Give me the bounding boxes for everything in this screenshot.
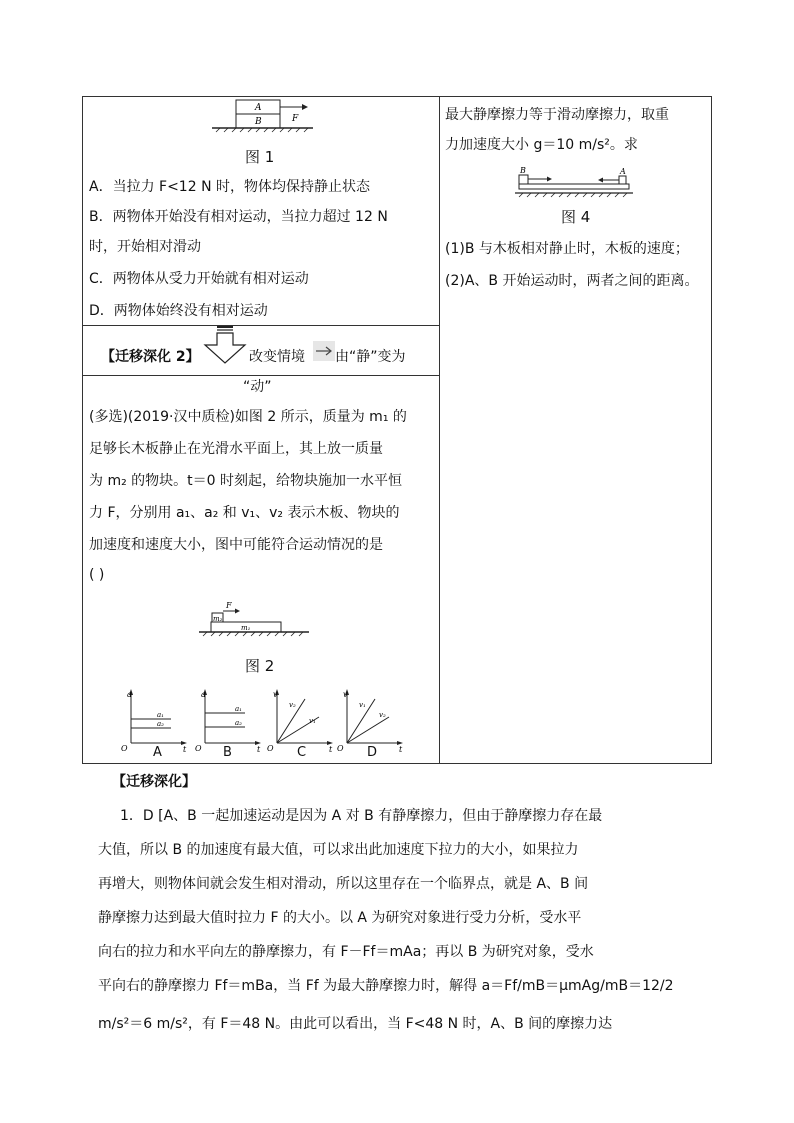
answer-line-2: 大值，所以 B 的加速度有最大值，可以求出此加速度下拉力的大小，如果拉力 — [98, 842, 579, 858]
option-d: D．两物体始终没有相对运动 — [89, 303, 268, 319]
figure-2 — [195, 597, 315, 637]
option-b-cont: 时，开始相对滑动 — [89, 239, 201, 255]
graph-d-option: D — [367, 745, 378, 760]
graph-b-y: a — [201, 690, 206, 699]
answer-line-5: 向右的拉力和水平向左的静摩擦力，有 F－Ff＝mAa；再以 B 为研究对象，受水 — [98, 944, 594, 960]
fig2-label-f: F — [226, 601, 232, 610]
banner-tag: 【迁移深化 2】 — [101, 349, 200, 365]
banner-mid: 改变情境 — [249, 349, 305, 365]
graph-a-y: a — [127, 690, 132, 699]
graph-a-x: t — [183, 745, 187, 753]
right-text-2: 力加速度大小 g＝10 m/s²。求 — [445, 137, 638, 153]
answer-line-6: 平向右的静摩擦力 Ff＝mBa，当 Ff 为最大静摩擦力时，解得 a＝Ff/mB＝μmAg/mB＝12/2 — [98, 978, 674, 994]
column-divider — [439, 97, 440, 763]
fig1-label-a: A — [255, 103, 262, 113]
fig4-caption: 图 4 — [561, 208, 591, 226]
graph-c-x: t — [329, 745, 333, 753]
graph-d-l1: v₁ — [359, 701, 366, 709]
question-line-6: ( ) — [89, 567, 105, 583]
question-line-1: (多选)(2019·汉中质检)如图 2 所示，质量为 m₁ 的 — [89, 409, 407, 425]
graph-d-x: t — [399, 745, 403, 753]
question-line-4: 力 F，分别用 a₁、a₂ 和 v₁、v₂ 表示木板、物块的 — [89, 505, 400, 521]
graph-b-l2: a₂ — [235, 719, 242, 727]
right-q-1: (1)B 与木板相对静止时，木板的速度； — [445, 241, 689, 257]
answer-heading: 【迁移深化】 — [112, 774, 196, 790]
row-divider-2 — [83, 375, 439, 376]
graph-a-option: A — [153, 745, 162, 760]
graph-d-origin: O — [337, 744, 344, 753]
answer-line-1: 1．D [A、B 一起加速运动是因为 A 对 B 有静摩擦力，但由于静摩擦力存在最 — [120, 808, 603, 824]
right-arrow-icon — [313, 341, 335, 361]
answer-line-7: m/s²＝6 m/s²，有 F＝48 N。由此可以看出，当 F<48 N 时，A、B 间的摩擦力达 — [98, 1016, 613, 1032]
fig4-label-b: B — [520, 166, 526, 175]
answer-line-3: 再增大，则物体间就会发生相对滑动，所以这里存在一个临界点，就是 A、B 间 — [98, 876, 589, 892]
graph-c-l1: v₂ — [289, 701, 296, 709]
fig1-label-f: F — [292, 114, 299, 124]
question-line-2: 足够长木板静止在光滑水平面上，其上放一质量 — [89, 441, 383, 457]
down-arrow-icon — [201, 325, 249, 365]
figure-1 — [208, 99, 318, 133]
fig2-label-m2: m₂ — [213, 615, 223, 623]
graph-a-l1: a₁ — [157, 711, 164, 719]
fig1-caption: 图 1 — [245, 148, 275, 166]
option-b: B．两物体开始没有相对运动，当拉力超过 12 N — [89, 209, 388, 225]
question-table — [82, 96, 712, 764]
graph-b-option: B — [223, 745, 232, 760]
graph-c-origin: O — [267, 744, 274, 753]
graph-a-origin: O — [121, 744, 128, 753]
graph-b-origin: O — [195, 744, 202, 753]
fig2-label-m1: m₁ — [241, 624, 251, 632]
graph-b-l1: a₁ — [235, 705, 242, 713]
graph-d-l2: v₂ — [379, 711, 386, 719]
row-divider-1 — [83, 325, 439, 326]
fig4-label-a: A — [620, 167, 626, 176]
graph-c-y: v — [273, 690, 278, 699]
banner-end-2: “动” — [243, 379, 272, 395]
right-q-2: (2)A、B 开始运动时，两者之间的距离。 — [445, 273, 699, 289]
option-c: C．两物体从受力开始就有相对运动 — [89, 271, 309, 287]
question-line-5: 加速度和速度大小，图中可能符合运动情况的是 — [89, 537, 383, 553]
right-text-1: 最大静摩擦力等于滑动摩擦力，取重 — [445, 107, 669, 123]
option-a: A．当拉力 F<12 N 时，物体均保持静止状态 — [89, 179, 370, 195]
answer-line-4: 静摩擦力达到最大值时拉力 F 的大小。以 A 为研究对象进行受力分析，受水平 — [98, 910, 582, 926]
fig1-label-b: B — [255, 117, 262, 127]
graph-b-x: t — [257, 745, 261, 753]
fig2-caption: 图 2 — [245, 657, 275, 675]
banner-end: 由“静”变为 — [335, 349, 406, 365]
graph-d-y: v — [343, 690, 348, 699]
figure-4 — [513, 163, 637, 199]
graph-c-l2: v₁ — [309, 717, 316, 725]
graph-a-l2: a₂ — [157, 720, 164, 728]
graph-c-option: C — [297, 745, 307, 760]
question-line-3: 为 m₂ 的物块。t＝0 时刻起，给物块施加一水平恒 — [89, 473, 402, 489]
